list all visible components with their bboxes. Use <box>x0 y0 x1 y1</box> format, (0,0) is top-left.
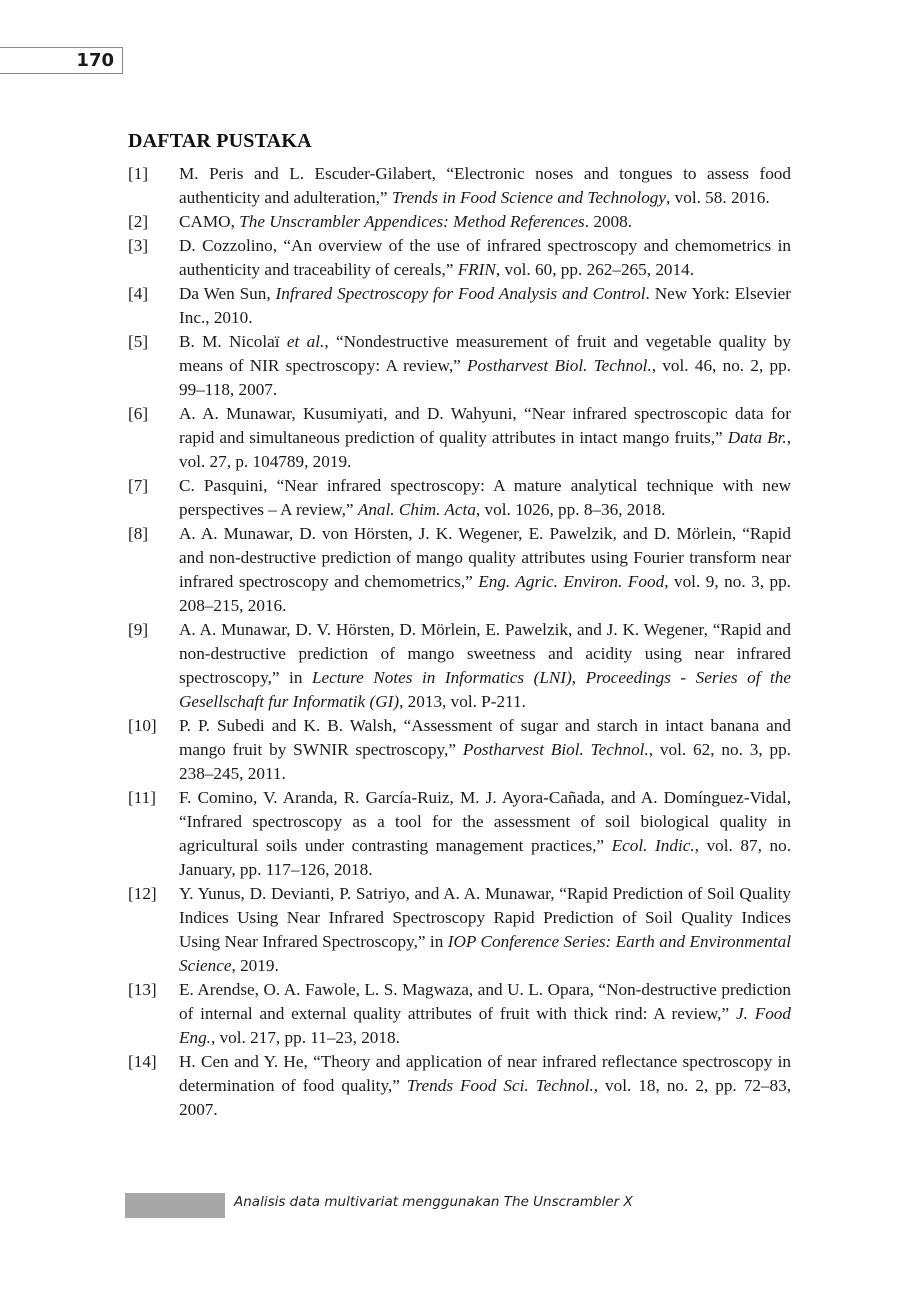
reference-source-title: Data Br. <box>727 428 787 447</box>
footer-book-title: Analisis data multivariat menggunakan The Unscrambler X <box>234 1194 633 1210</box>
reference-number: [10] <box>128 716 157 735</box>
reference-list <box>128 162 791 1122</box>
reference-number: [14] <box>128 1052 157 1071</box>
page-number: 170 <box>0 47 123 74</box>
reference-text-part: , vol. 46, no. 2, pp. 99–118, 2007. <box>179 356 792 399</box>
reference-text <box>179 714 791 786</box>
reference-text-part: D. Cozzolino, “An overview of the use of infrared spectroscopy and chemometrics in authenticity and traceability of cereals,” <box>179 236 791 279</box>
reference-number: [12] <box>128 884 157 903</box>
reference-text-part: E. Arendse, O. A. Fawole, L. S. Magwaza, and U. L. Opara, “Non-destructive prediction of internal and external quality attributes of fruit with thick rind: A review,” <box>179 980 791 1023</box>
reference-text <box>179 786 791 882</box>
reference-item <box>128 1050 791 1122</box>
reference-source-title: Anal. Chim. Acta <box>357 500 476 519</box>
reference-number: [1] <box>128 164 149 183</box>
reference-source-title: Lecture Notes in Informatics (LNI), Proceedings - Series of the Gesellschaft fur Informatik (GI) <box>179 668 791 711</box>
reference-item <box>128 978 791 1050</box>
reference-number: [7] <box>128 476 149 495</box>
reference-source-title: Trends Food Sci. Technol. <box>406 1076 594 1095</box>
reference-text-part: . 2008. <box>584 212 632 231</box>
reference-text-part: , vol. 27, p. 104789, 2019. <box>179 428 792 471</box>
reference-text-part: Y. Yunus, D. Devianti, P. Satriyo, and A. A. Munawar, “Rapid Prediction of Soil Quality Indices Using Near Infrared Spectroscopy Rapid Prediction of Soil Quality Indices Using Near Infrared Spectroscopy,” in <box>179 884 791 951</box>
reference-text <box>179 402 791 474</box>
reference-text <box>179 282 791 330</box>
reference-text-part: , 2013, vol. P-211. <box>399 692 526 711</box>
reference-text-part: , “Nondestructive measurement of fruit and vegetable quality by means of NIR spectroscopy: A review,” <box>179 332 791 375</box>
reference-text-part: M. Peris and L. Escuder-Gilabert, “Electronic noses and tongues to assess food authenticity and adulteration,” <box>179 164 791 207</box>
reference-text <box>179 618 791 714</box>
reference-number: [8] <box>128 524 149 543</box>
reference-text-part: CAMO, <box>179 212 240 231</box>
reference-source-title: J. Food Eng. <box>179 1004 791 1047</box>
reference-item <box>128 330 791 402</box>
reference-item <box>128 402 791 474</box>
reference-text <box>179 882 791 978</box>
reference-source-title: IOP Conference Series: Earth and Environmental Science <box>179 932 791 975</box>
reference-text-part: C. Pasquini, “Near infrared spectroscopy: A mature analytical technique with new perspectives – A review,” <box>179 476 791 519</box>
reference-item <box>128 714 791 786</box>
reference-text-part: , vol. 58. 2016. <box>666 188 770 207</box>
reference-text <box>179 522 791 618</box>
reference-text-part: B. M. Nicolaï <box>179 332 287 351</box>
footer-decoration-bar <box>125 1193 225 1218</box>
reference-source-title: Postharvest Biol. Technol. <box>467 356 652 375</box>
reference-text-part: P. P. Subedi and K. B. Walsh, “Assessment of sugar and starch in intact banana and mango fruit by SWNIR spectroscopy,” <box>179 716 791 759</box>
reference-item <box>128 162 791 210</box>
reference-text-part: , vol. 18, no. 2, pp. 72–83, 2007. <box>179 1076 791 1119</box>
reference-item <box>128 522 791 618</box>
reference-text-part: . New York: Elsevier Inc., 2010. <box>179 284 792 327</box>
reference-text-part: H. Cen and Y. He, “Theory and application of near infrared reflectance spectroscopy in determination of food quality,” <box>179 1052 791 1095</box>
reference-source-title: Ecol. Indic. <box>611 836 695 855</box>
reference-source-title: et al. <box>286 332 325 351</box>
reference-item <box>128 882 791 978</box>
reference-text-part: A. A. Munawar, D. von Hörsten, J. K. Wegener, E. Pawelzik, and D. Mörlein, “Rapid and non-destructive prediction of mango quality attributes using Fourier transform near infrared spectroscopy and chemometrics,” <box>179 524 791 591</box>
reference-item <box>128 618 791 714</box>
reference-source-title: FRIN <box>457 260 496 279</box>
reference-source-title: The Unscrambler Appendices: Method References <box>239 212 585 231</box>
reference-text-part: , vol. 9, no. 3, pp. 208–215, 2016. <box>179 572 791 615</box>
reference-number: [6] <box>128 404 149 423</box>
reference-number: [11] <box>128 788 156 807</box>
section-heading: DAFTAR PUSTAKA <box>128 130 312 152</box>
reference-text <box>179 1050 791 1122</box>
reference-source-title: Infrared Spectroscopy for Food Analysis and Control <box>275 284 646 303</box>
reference-text <box>179 474 791 522</box>
reference-number: [4] <box>128 284 149 303</box>
reference-item <box>128 786 791 882</box>
reference-text-part: , vol. 62, no. 3, pp. 238–245, 2011. <box>179 740 791 783</box>
reference-text-part: F. Comino, V. Aranda, R. García-Ruiz, M. J. Ayora-Cañada, and A. Domínguez-Vidal, “Infrared spectroscopy as a tool for the assessment of soil biological quality in agricultural soils under contrasting management practices,” <box>179 788 791 855</box>
reference-text-part: , vol. 87, no. January, pp. 117–126, 2018. <box>179 836 792 879</box>
reference-text <box>179 330 791 402</box>
reference-text-part: A. A. Munawar, D. V. Hörsten, D. Mörlein, E. Pawelzik, and J. K. Wegener, “Rapid and non-destructive prediction of mango sweetness and acidity using near infrared spectroscopy,” in <box>179 620 791 687</box>
reference-text <box>179 210 791 234</box>
reference-number: [5] <box>128 332 149 351</box>
reference-item <box>128 474 791 522</box>
reference-item <box>128 210 791 234</box>
reference-text-part: , 2019. <box>231 956 279 975</box>
reference-number: [3] <box>128 236 149 255</box>
reference-text-part: Da Wen Sun, <box>179 284 276 303</box>
reference-text-part: , vol. 1026, pp. 8–36, 2018. <box>475 500 666 519</box>
reference-text <box>179 978 791 1050</box>
reference-text <box>179 234 791 282</box>
reference-text-part: , vol. 217, pp. 11–23, 2018. <box>210 1028 400 1047</box>
reference-text-part: A. A. Munawar, Kusumiyati, and D. Wahyuni, “Near infrared spectroscopic data for rapid and simultaneous prediction of quality attributes in intact mango fruits,” <box>179 404 791 447</box>
reference-number: [2] <box>128 212 149 231</box>
reference-source-title: Postharvest Biol. Technol. <box>462 740 649 759</box>
reference-source-title: Trends in Food Science and Technology <box>391 188 667 207</box>
reference-item <box>128 282 791 330</box>
reference-item <box>128 234 791 282</box>
reference-number: [13] <box>128 980 157 999</box>
reference-text <box>179 162 791 210</box>
reference-text-part: , vol. 60, pp. 262–265, 2014. <box>495 260 695 279</box>
reference-number: [9] <box>128 620 149 639</box>
reference-source-title: Eng. Agric. Environ. Food <box>478 572 665 591</box>
